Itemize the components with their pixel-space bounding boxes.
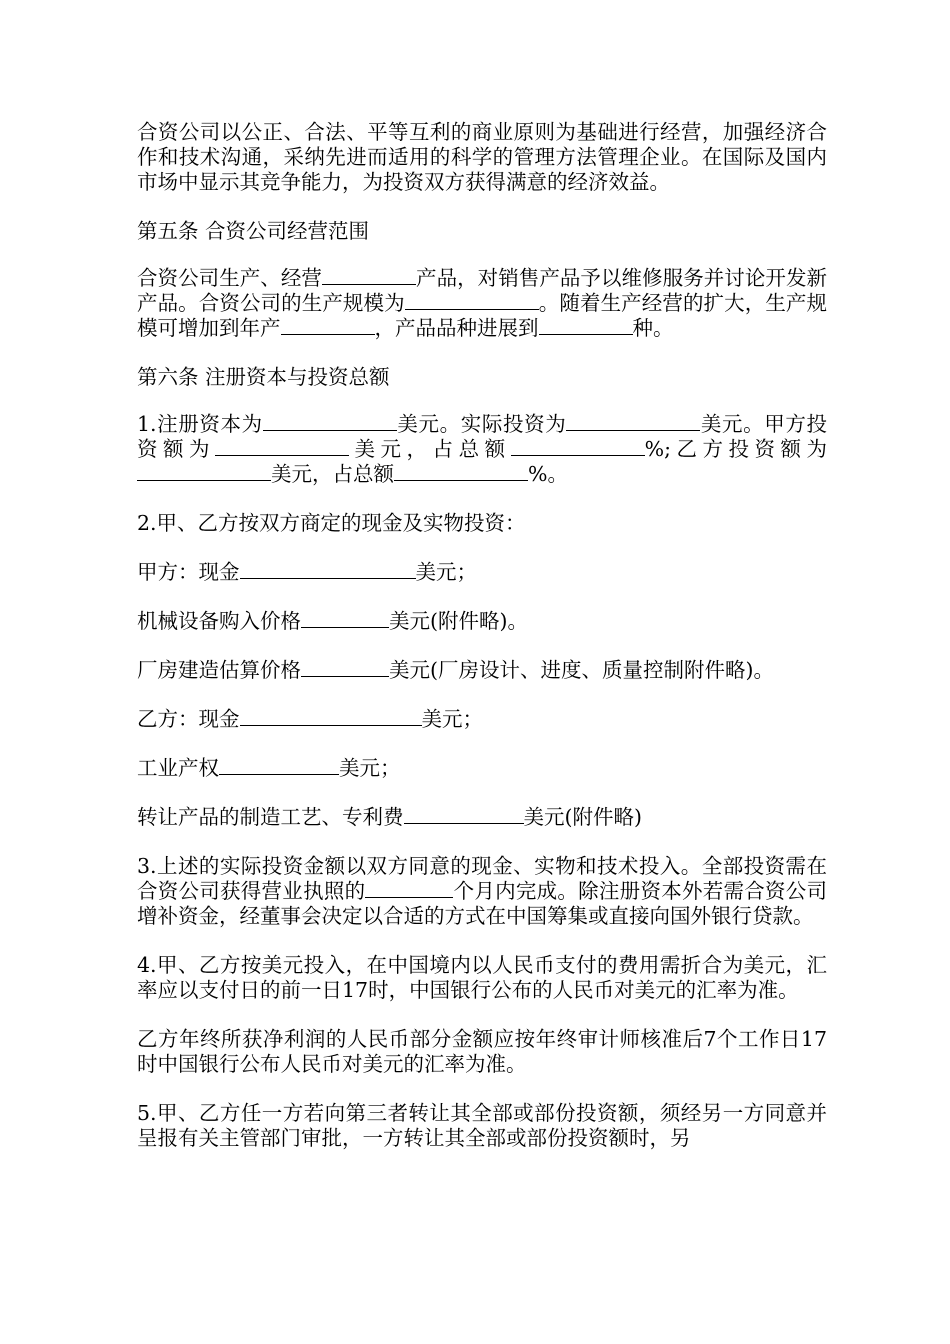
text-segment: 美元。实际投资为 [396, 412, 567, 436]
text-segment: 3.上述的实际投资金额以双方同意的现金、实物和技术投入。全部投资需在合资公司获得营业执照的 [137, 854, 827, 903]
blank-field [394, 462, 528, 481]
blank-field [539, 316, 633, 335]
profit-paragraph: 乙方年终所获净利润的人民币部分金额应按年终审计师核准后7个工作日17时中国银行公布人民币对美元的汇率为准。 [137, 1027, 827, 1076]
text-segment: 美元； [415, 560, 477, 584]
blank-field [137, 462, 271, 481]
text-segment: 美元(附件略) [523, 805, 642, 829]
text-segment: %;乙方投资额为 [644, 437, 828, 461]
party-a-cash-line [137, 560, 827, 585]
blank-field [405, 291, 539, 310]
item-1-paragraph [137, 412, 827, 487]
transfer-line [137, 805, 827, 830]
machinery-line [137, 609, 827, 634]
text-segment: %。 [528, 462, 568, 486]
blank-field [263, 412, 397, 431]
text-segment: 美元，占总额 [349, 437, 511, 461]
text-segment: 美元。甲方投资额为 [137, 412, 828, 461]
blank-field [301, 609, 389, 628]
text-segment: 个月内完成。除注册资本外若需合资公司增补资金，经董事会决定以合适的方式在中国筹集或直接向国外银行贷款。 [137, 879, 828, 928]
blank-field [511, 437, 645, 456]
text-segment: 1.注册资本为 [137, 412, 263, 436]
item-4-paragraph: 4.甲、乙方按美元投入，在中国境内以人民币支付的费用需折合为美元，汇率应以支付日的前一日17时，中国银行公布的人民币对美元的汇率为准。 [137, 953, 827, 1002]
blank-field [215, 437, 349, 456]
blank-field [219, 756, 339, 775]
text-segment: 美元(附件略)。 [389, 609, 528, 633]
blank-field [365, 879, 453, 898]
party-b-cash-line [137, 707, 827, 732]
blank-field [281, 316, 375, 335]
text-segment: 厂房建造估算价格 [137, 658, 301, 682]
blank-field [301, 658, 389, 677]
blank-field [240, 560, 416, 579]
text-segment: 种。 [632, 316, 674, 340]
item-2-paragraph: 2.甲、乙方按双方商定的现金及实物投资： [137, 511, 526, 535]
text-segment: 工业产权 [137, 756, 219, 780]
article-6-heading: 第六条 注册资本与投资总额 [137, 365, 390, 389]
text-segment: 产品，对销售产品予以维修服务并讨论开发新产品。合资公司的生产规模为 [137, 266, 828, 315]
document-page [137, 120, 827, 1175]
item-3-paragraph [137, 854, 827, 929]
blank-field [322, 266, 416, 285]
text-segment: 美元(厂房设计、进度、质量控制附件略)。 [389, 658, 774, 682]
text-segment: 甲方：现金 [137, 560, 240, 584]
item-5-paragraph: 5.甲、乙方任一方若向第三者转让其全部或部份投资额，须经另一方同意并呈报有关主管部门审批，一方转让其全部或部份投资额时，另 [137, 1101, 827, 1150]
ip-line [137, 756, 827, 781]
text-segment: 美元； [339, 756, 401, 780]
article-5-heading: 第五条 合资公司经营范围 [137, 219, 370, 243]
blank-field [566, 412, 700, 431]
text-segment: ，产品品种进展到 [374, 316, 539, 340]
article-5-paragraph [137, 266, 827, 341]
blank-field [404, 805, 524, 824]
text-segment: 转让产品的制造工艺、专利费 [137, 805, 404, 829]
plant-line [137, 658, 827, 683]
text-segment: 美元； [421, 707, 483, 731]
text-segment: 合资公司生产、经营 [137, 266, 322, 290]
blank-field [240, 707, 422, 726]
intro-paragraph: 合资公司以公正、合法、平等互利的商业原则为基础进行经营，加强经济合作和技术沟通，采纳先进而适用的科学的管理方法管理企业。在国际及国内市场中显示其竞争能力，为投资双方获得满意的经济效益。 [137, 120, 827, 194]
text-segment: 乙方：现金 [137, 707, 240, 731]
text-segment: 机械设备购入价格 [137, 609, 301, 633]
text-segment: 。随着生产经营的扩大，生产规模可增加到年产 [137, 291, 827, 340]
text-segment: 美元，占总额 [271, 462, 394, 486]
